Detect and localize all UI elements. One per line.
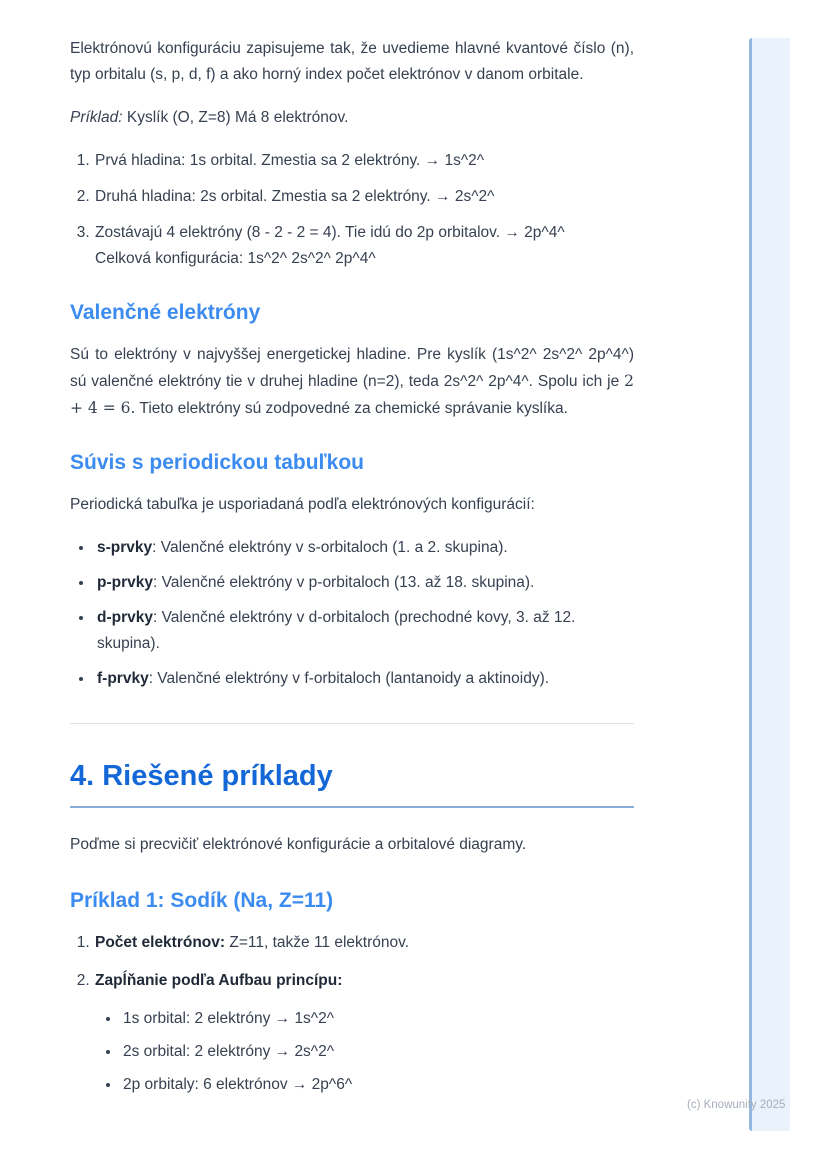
- valencne-text-2: Tieto elektróny sú zodpovedné za chemické správanie kyslíka.: [135, 400, 568, 417]
- section4-intro-paragraph: Poďme si precvičiť elektrónové konfigurácie a orbitalové diagramy.: [70, 836, 527, 853]
- desc-s-prvky: : Valenčné elektróny v s-orbitaloch (1. a 2. skupina).: [152, 539, 508, 556]
- document-page-content: [70, 36, 634, 1110]
- list-item: [94, 666, 634, 692]
- desc-p-prvky: : Valenčné elektróny v p-orbitaloch (13. až 18. skupina).: [153, 574, 535, 591]
- list-item: 1. Prvá hladina: 1s orbital. Zmestia sa 2 elektróny. → 1s^2^: [94, 148, 634, 174]
- example-text: Kyslík (O, Z=8) Má 8 elektrónov.: [122, 109, 349, 126]
- suvis-intro-paragraph: Periodická tabuľka je usporiadaná podľa elektrónových konfigurácií:: [70, 496, 535, 513]
- list-item: 2. Druhá hladina: 2s orbital. Zmestia sa 2 elektróny. → 2s^2^: [94, 184, 634, 210]
- inline-math: 2 + 4 = 6.: [70, 372, 634, 417]
- term-s-prvky: s-prvky: [97, 539, 153, 556]
- oxygen-steps-list: [70, 148, 634, 272]
- intro-paragraph: Elektrónovú konfiguráciu zapisujeme tak, že uvedieme hlavné kvantové číslo (n), typ orbitalu (s, p, d, f) a ako horný index počet elektrónov v danom orbitale.: [70, 40, 634, 83]
- step3-line2: Celková konfigurácia: 1s^2^ 2s^2^ 2p^4^: [95, 250, 376, 267]
- sodium-steps-list: [70, 930, 634, 1098]
- example-label: Príklad:: [70, 109, 123, 126]
- section-title-riesene-priklady: 4. Riešené príklady: [70, 760, 634, 808]
- step1-term: Počet elektrónov:: [95, 934, 226, 951]
- list-item: • 1s orbital: 2 elektróny → 1s^2^: [121, 1006, 634, 1032]
- next-page-edge-preview: [749, 38, 790, 1131]
- valencne-text-1: Sú to elektróny v najvyššej energetickej hladine. Pre kyslík (1s^2^ 2s^2^ 2p^4^) sú valenčné elektróny tie v druhej hladine (n=2), teda 2s^2^ 2p^4^. Spolu ich je: [70, 346, 634, 390]
- list-item: • 2s orbital: 2 elektróny → 2s^2^: [121, 1039, 634, 1065]
- prvky-bullet-list: [70, 535, 634, 692]
- term-d-prvky: d-prvky: [97, 609, 153, 626]
- step2-term: Zapĺňanie podľa Aufbau princípu:: [95, 972, 343, 989]
- list-item: [94, 605, 634, 657]
- desc-d-prvky: : Valenčné elektróny v d-orbitaloch (prechodné kovy, 3. až 12. skupina).: [97, 609, 576, 652]
- step3-line1: Zostávajú 4 elektróny (8 - 2 - 2 = 4). Tie idú do 2p orbitalov. → 2p^4^: [95, 224, 565, 241]
- desc-f-prvky: : Valenčné elektróny v f-orbitaloch (lantanoidy a aktinoidy).: [148, 670, 550, 687]
- heading-valencne-elektrony: Valenčné elektróny: [70, 301, 261, 324]
- list-item: [94, 968, 634, 1098]
- copyright-watermark: (c) Knowunity 2025: [687, 1099, 786, 1111]
- list-item: [94, 570, 634, 596]
- step1-rest: Z=11, takže 11 elektrónov.: [225, 934, 410, 951]
- heading-priklad-1-sodik: Príklad 1: Sodík (Na, Z=11): [70, 889, 334, 912]
- list-item: [94, 930, 634, 956]
- heading-suvis-s-periodickou-tabulkou: Súvis s periodickou tabuľkou: [70, 451, 364, 474]
- example-paragraph: [70, 105, 634, 131]
- list-item: [94, 220, 634, 272]
- term-p-prvky: p-prvky: [97, 574, 153, 591]
- term-f-prvky: f-prvky: [97, 670, 149, 687]
- aufbau-sub-list: [95, 1006, 634, 1098]
- list-item: • 2p orbitaly: 6 elektrónov → 2p^6^: [121, 1072, 634, 1098]
- section-divider: [70, 723, 634, 724]
- list-item: [94, 535, 634, 561]
- valencne-paragraph: [70, 342, 634, 422]
